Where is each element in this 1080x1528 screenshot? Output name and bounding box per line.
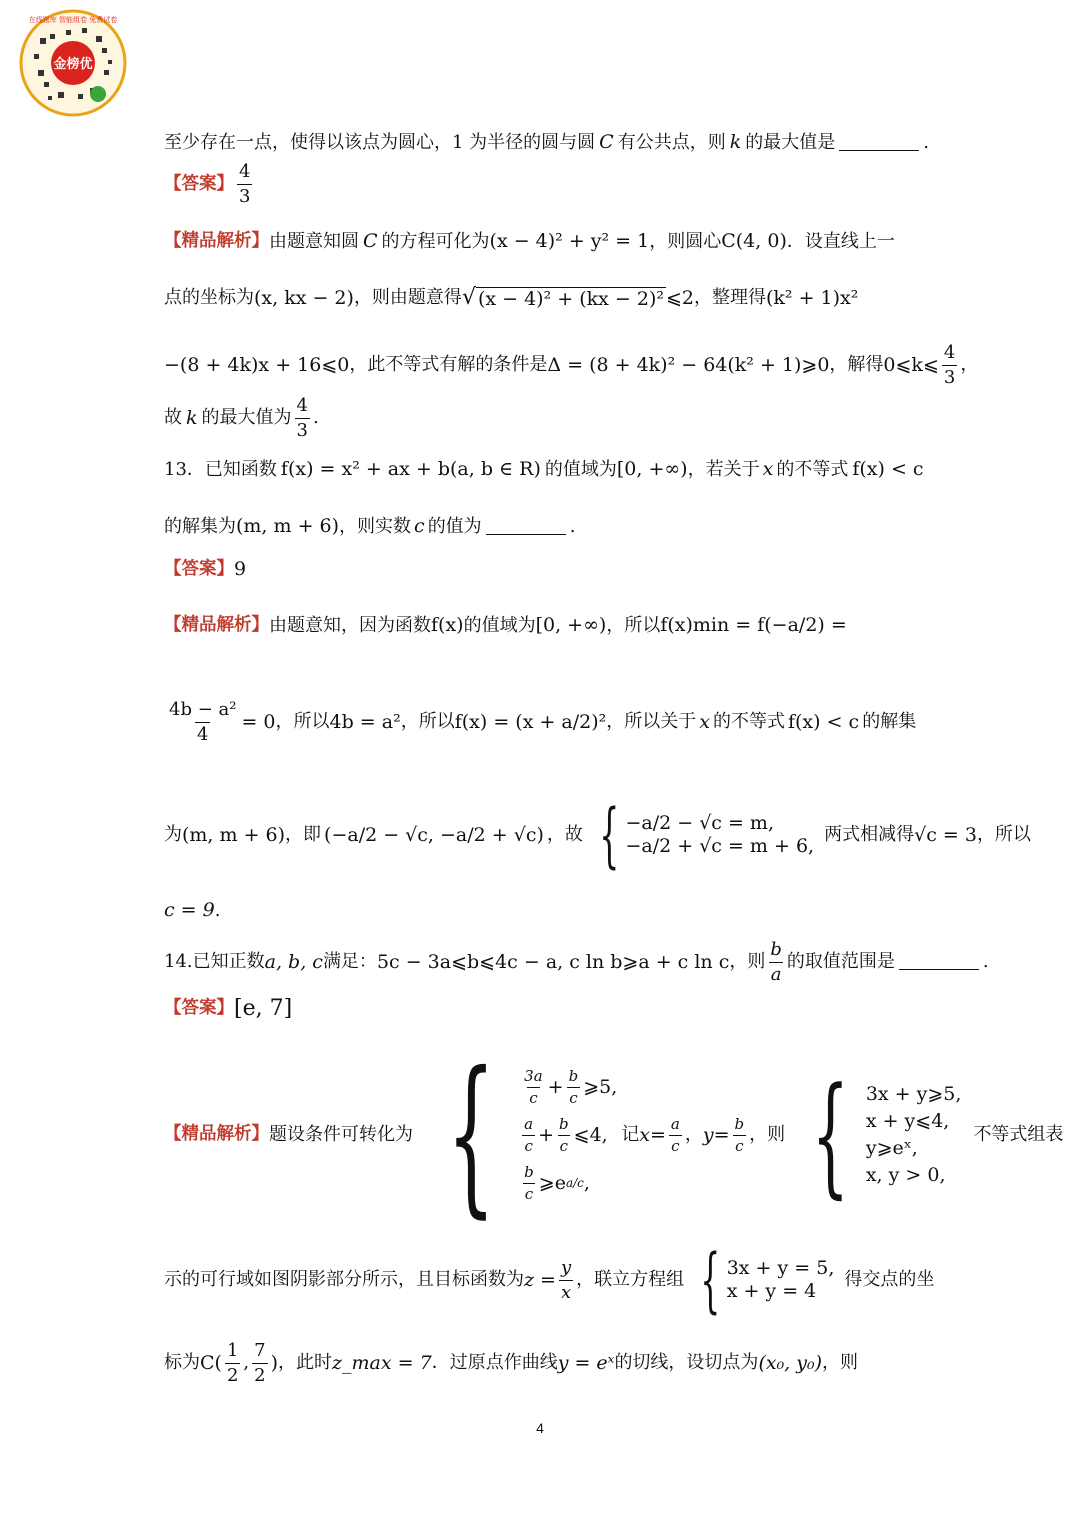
- logo-qr-seal-icon: [18, 8, 128, 118]
- result: √c = 3: [914, 823, 977, 846]
- text: .: [214, 899, 221, 921]
- brace-icon: {: [700, 1239, 721, 1321]
- rel: ⩽4,: [573, 1123, 608, 1146]
- circle-equation: (x − 4)² + y² = 1: [489, 230, 650, 252]
- system-row: −a/2 + √c = m + 6,: [625, 835, 815, 857]
- text: .: [312, 407, 319, 429]
- text: 标为: [164, 1352, 200, 1373]
- text: 的值为: [427, 515, 482, 537]
- q13-analysis-line-2: [164, 700, 924, 745]
- tangent-point: (x₀, y₀): [758, 1351, 823, 1374]
- frac-den: 3: [239, 185, 251, 207]
- equation-system: [688, 1239, 835, 1321]
- text: .: [569, 515, 576, 537]
- text: 满足：: [322, 951, 377, 973]
- text: ，此不等式有解的条件是: [349, 354, 548, 376]
- jinbangyou-logo: [18, 8, 128, 118]
- text: ，则: [822, 1352, 859, 1373]
- var-c: C: [599, 131, 614, 153]
- text: 得交点的坐: [844, 1269, 935, 1290]
- answer-label: 【答案】: [164, 173, 234, 194]
- brace-icon: {: [446, 1036, 496, 1234]
- text: 的值域为: [463, 614, 536, 636]
- var-k: k: [186, 406, 198, 429]
- fraction-4-3: [295, 396, 310, 441]
- brace-icon: {: [811, 1059, 850, 1211]
- expression: (k² + 1)x²: [766, 286, 859, 309]
- rel: ⩾e: [538, 1171, 566, 1194]
- frac-num: 4: [239, 161, 251, 182]
- logo-top-text: 在线题库 智能组卷 免费试卷: [28, 16, 118, 24]
- q14-analysis-line-1: 【精品解析】 题设条件可转化为 { $\frac{3a}{c}$ + $\frac{b}{c}$ ⩾5, $\frac{a}{c}$ + $\frac{b}{c}$ ⩽4, $\frac{b}{c}$ ⩾e a/c , 记 x= $\frac{a}{c}$ ， y= $\frac{b}{c}$ ，则 { 3x + y⩾5, x + y⩽4, y⩾eˣ, x, y > 0, 不等式组表: [164, 1036, 1064, 1234]
- point-label: C: [200, 1351, 215, 1374]
- equation: = 0: [241, 710, 276, 733]
- page-number: 4: [536, 1420, 544, 1436]
- inequality: f(x) < c: [787, 710, 860, 733]
- text: ．设直线上一: [786, 230, 895, 252]
- text: 故: [164, 407, 182, 429]
- var-x: x: [762, 458, 774, 480]
- text: ，则: [749, 1124, 786, 1145]
- curve: y = eˣ: [557, 1351, 615, 1374]
- q12-analysis-line-1: [164, 232, 924, 251]
- frac-num: 4: [296, 395, 308, 416]
- answer-label: 【答案】: [164, 558, 234, 579]
- q12-analysis-line-3: [164, 342, 979, 388]
- text: 由题意知圆: [269, 230, 359, 252]
- logo-center-text: 金榜优: [53, 57, 93, 72]
- text: ，: [960, 354, 979, 376]
- text: 已知函数: [204, 458, 277, 480]
- objective: z =: [524, 1268, 556, 1291]
- text: ，解得: [829, 354, 884, 376]
- text: ，则圆心: [649, 230, 722, 252]
- conditions: 5c − 3a⩽b⩽4c − a, c ln b⩾a + c ln c: [376, 950, 730, 973]
- document-page: [164, 0, 1064, 1528]
- text: 的解集为: [164, 515, 236, 537]
- q13-analysis-line-4: [164, 901, 924, 920]
- text: 的取值范围是: [786, 951, 895, 973]
- system-row: $\frac{a}{c}$ + $\frac{b}{c}$ ⩽4,: [524, 1115, 608, 1155]
- answer-blank: [486, 519, 566, 535]
- q13-line-1: [164, 460, 924, 479]
- k-range: 0⩽k⩽: [883, 353, 939, 376]
- answer-label: 【答案】: [164, 998, 234, 1019]
- condition-system: [417, 1036, 618, 1234]
- analysis-label: 【精品解析】: [164, 230, 269, 251]
- relation: 4b = a²: [329, 710, 401, 733]
- q12-tail-line: [164, 131, 929, 153]
- function: f(x): [431, 614, 464, 636]
- q13-answer-line: [164, 560, 924, 579]
- text: 为: [164, 824, 182, 845]
- inequality: f(x) < c: [852, 458, 924, 480]
- answer-blank: [899, 954, 979, 970]
- text: 的不等式: [776, 458, 849, 480]
- text: ，所以: [400, 711, 455, 733]
- frac-den: 3: [296, 419, 308, 441]
- answer-value: 9: [234, 558, 247, 580]
- text: 的切线，设切点为: [614, 1352, 759, 1373]
- text: 题设条件可转化为: [269, 1124, 413, 1145]
- sqrt-expression: [462, 287, 666, 309]
- final-result: c = 9: [164, 899, 215, 921]
- q14-answer-line: [164, 998, 924, 1020]
- text: ，则: [729, 951, 766, 973]
- text: ，联立方程组: [576, 1269, 685, 1290]
- discriminant: Δ = (8 + 4k)² − 64(k² + 1)⩾0: [547, 353, 830, 376]
- text: ，此时: [278, 1352, 333, 1373]
- text: 有公共点，则: [617, 131, 726, 153]
- system-row: $\frac{3a}{c}$ + $\frac{b}{c}$ ⩾5,: [524, 1067, 618, 1107]
- answer-blank: [839, 135, 919, 151]
- q14-analysis-line-2: 示的可行域如图阴影部分所示，且目标函数为 z = $\frac{y}{x}$ ，联立方程组 { 3x + y = 5, x + y = 4 得交点的坐: [164, 1239, 935, 1321]
- text: ，所以: [606, 614, 661, 636]
- system-row: x, y > 0,: [865, 1164, 946, 1186]
- system-row: 3x + y = 5,: [726, 1257, 835, 1279]
- q12-answer-line: [164, 162, 924, 207]
- text: ，则实数: [339, 515, 412, 537]
- text: 已知正数: [192, 951, 265, 973]
- interval: (m, m + 6): [236, 515, 340, 537]
- system-row: −a/2 − √c = m,: [625, 812, 774, 834]
- text: 示的可行域如图阴影部分所示，且目标函数为: [164, 1269, 524, 1290]
- function-def: f(x) = x² + ax + b(a, b ∈ R): [280, 458, 541, 480]
- text: ．过原点作曲线: [431, 1352, 558, 1373]
- fraction-b-a: $\frac{b}{a}$: [770, 939, 782, 985]
- q12-analysis-line-4: [164, 396, 924, 441]
- equation-system: [587, 794, 815, 876]
- q13-analysis-line-1: [164, 616, 924, 635]
- text: 的不等式: [712, 711, 785, 733]
- interval: (m, m + 6): [182, 823, 286, 846]
- var-k: k: [729, 131, 742, 153]
- point: (x, kx − 2): [254, 286, 354, 309]
- min-expression: f(x)min = f(−a/2) =: [660, 614, 847, 636]
- text: 的最大值为: [201, 407, 292, 429]
- text: 两式相减得: [824, 824, 915, 845]
- rel: ⩾5,: [583, 1075, 618, 1098]
- text: ，即: [285, 824, 322, 845]
- q13-line-2: [164, 517, 924, 536]
- text: 至少存在一点，使得以该点为圆心，1 为半径的圆与圆: [164, 131, 596, 153]
- function-form: f(x) = (x + a/2)²: [454, 710, 607, 733]
- text: 的解集: [862, 711, 917, 733]
- xy-system: [789, 1059, 962, 1211]
- radicand: (x − 4)² + (kx − 2)²: [477, 288, 664, 310]
- system-row: $\frac{b}{c}$ ⩾e a/c ,: [524, 1163, 590, 1203]
- system-row: x + y = 4: [726, 1280, 817, 1302]
- text: 不等式组表: [973, 1124, 1064, 1145]
- inequality: −(8 + 4k)x + 16⩽0: [164, 353, 350, 376]
- brace-icon: {: [599, 794, 620, 876]
- var-c: C: [363, 230, 378, 252]
- text: ，若关于: [687, 458, 760, 480]
- frac-den: 3: [943, 366, 956, 388]
- text: ，则由题意得: [353, 287, 462, 308]
- text: .: [982, 951, 989, 973]
- var-c: c: [414, 515, 425, 537]
- frac-den: 4: [197, 723, 209, 745]
- text: 点的坐标为: [164, 287, 254, 308]
- text: ，整理得: [694, 287, 766, 308]
- z-max: z_max = 7: [332, 1351, 432, 1374]
- system-row: 3x + y⩾5,: [865, 1083, 962, 1105]
- q14-analysis-line-3: 标为 C ( $\frac{1}{2}$ , $\frac{7}{2}$ ) ，此时 z_max = 7 ．过原点作曲线 y = eˣ 的切线，设切点为 (x₀, y₀) ，则: [164, 1339, 859, 1386]
- text: ，所以关于: [606, 711, 697, 733]
- circle-center: C(4, 0): [721, 230, 787, 252]
- fraction-4b-a2: [167, 700, 238, 745]
- system-row: y⩾eˣ,: [865, 1137, 918, 1159]
- var-x: x: [699, 710, 710, 733]
- text: .: [923, 131, 929, 153]
- q12-analysis-line-2: [164, 287, 924, 309]
- ineq: ⩽2: [665, 286, 694, 309]
- text: 由题意知，因为函数: [269, 614, 431, 636]
- fraction-4-3: [942, 343, 957, 388]
- interval-expression: (−a/2 − √c, −a/2 + √c): [324, 823, 544, 846]
- text: 的值域为: [544, 458, 617, 480]
- question-number: 13．: [164, 458, 205, 480]
- variables: a, b, c: [264, 950, 323, 973]
- answer-fraction: [237, 162, 252, 207]
- q13-analysis-line-3: [164, 790, 1031, 880]
- frac-num: 4b − a²: [169, 699, 237, 720]
- text: ，所以: [275, 711, 330, 733]
- text: ，故: [546, 824, 583, 845]
- q14-line-1: [164, 939, 989, 985]
- analysis-label: 【精品解析】: [164, 1124, 269, 1145]
- frac-num: 4: [943, 342, 956, 363]
- text: 的方程可化为: [381, 230, 490, 252]
- text: ，所以: [976, 824, 1031, 845]
- range: [0, +∞): [616, 458, 688, 480]
- question-number: 14.: [164, 951, 193, 973]
- answer-value: [e, 7]: [234, 996, 293, 1021]
- range: [0, +∞): [535, 614, 607, 636]
- system-row: x + y⩽4,: [865, 1110, 950, 1132]
- text: 的最大值是: [745, 131, 836, 153]
- analysis-label: 【精品解析】: [164, 614, 269, 635]
- text: 记: [621, 1124, 640, 1145]
- radical-icon: √: [461, 285, 476, 310]
